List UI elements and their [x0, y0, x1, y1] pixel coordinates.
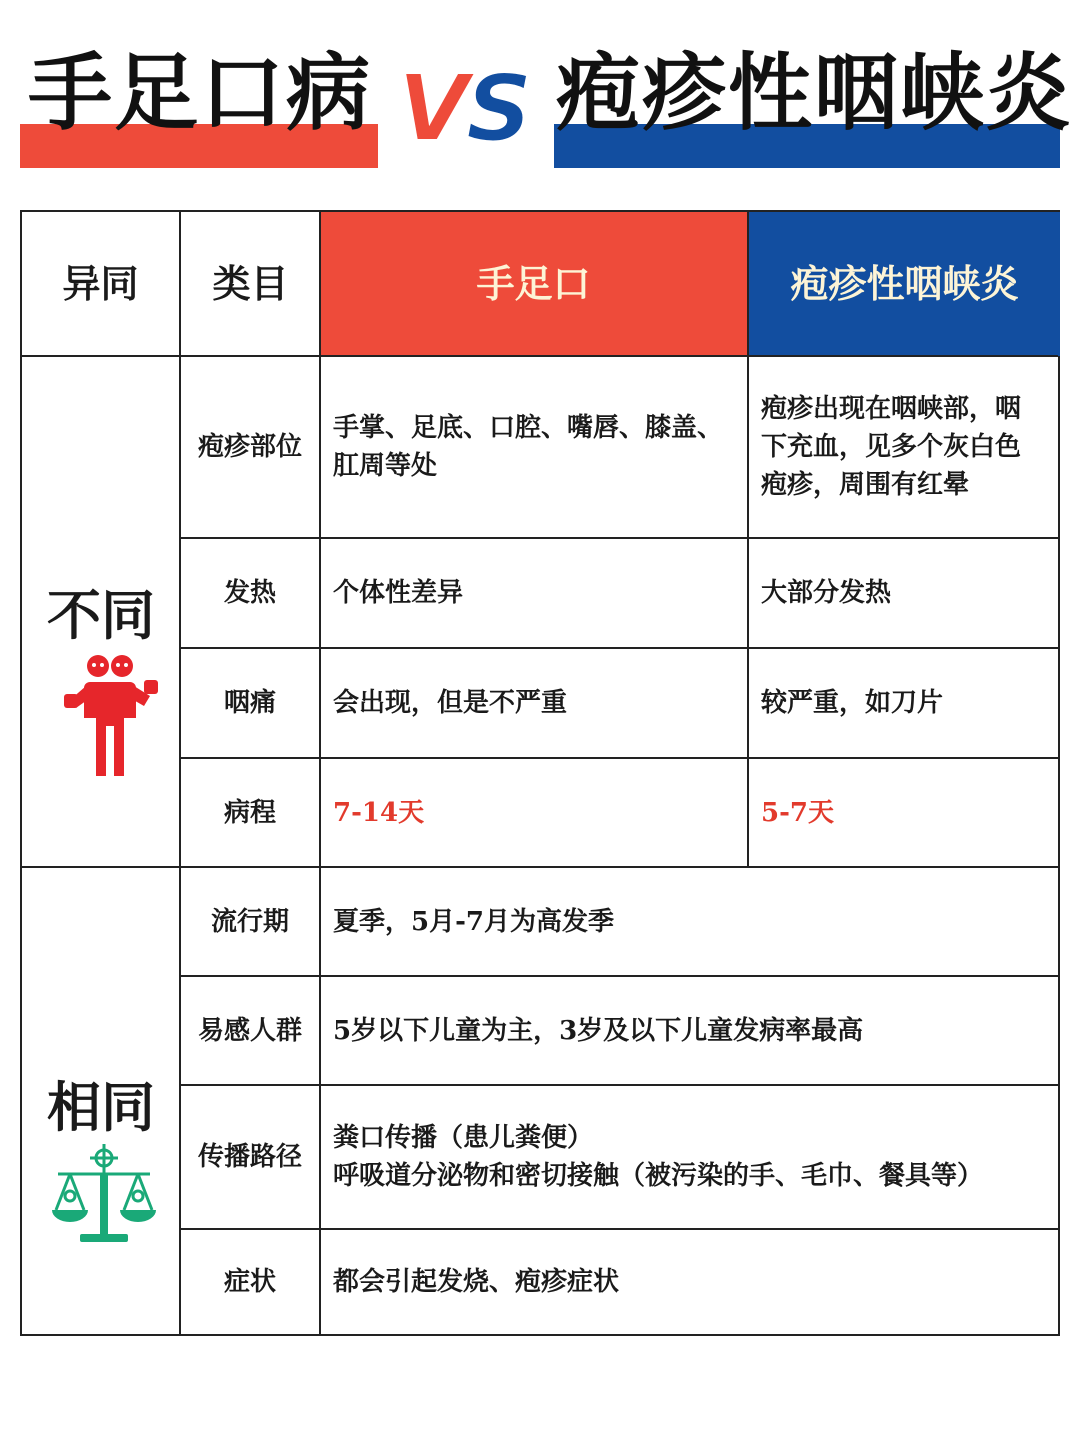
header-herpangina-label: 疱疹性咽峡炎: [790, 261, 1019, 306]
row-sore-throat-herpangina: [749, 649, 1058, 757]
header-herpangina: [749, 212, 1060, 356]
row-fever-category: [181, 539, 319, 647]
cell-text-line2: 呼吸道分泌物和密切接触（被污染的手、毛巾、餐具等）: [333, 1161, 984, 1191]
category-label: 疱疹部位: [197, 432, 302, 462]
header-category: [181, 212, 320, 356]
two-people-icon: [64, 652, 160, 782]
row-epidemic-period-value: [321, 868, 1058, 975]
row-blister-location-category: [181, 357, 319, 537]
vs-s: S: [466, 56, 533, 156]
title-hfmd: 手足口病: [28, 44, 373, 142]
category-label: 流行期: [210, 906, 289, 937]
category-label: 症状: [223, 1267, 276, 1297]
cell-text-line1: 粪口传播（患儿粪便）: [333, 1123, 594, 1153]
header-group-label: 异同: [62, 261, 139, 306]
row-blister-location-herpangina: [749, 357, 1058, 537]
row-transmission-value: [321, 1086, 1058, 1228]
header-hfmd-label: 手足口: [476, 261, 591, 306]
header-category-label: 类目: [212, 261, 289, 306]
row-transmission-category: [181, 1086, 319, 1228]
vs-badge: [396, 56, 546, 156]
header-hfmd: [320, 212, 747, 356]
row-fever-hfmd: [321, 539, 747, 647]
cell-text: 手掌、足底、口腔、嘴唇、膝盖、肛周等处: [333, 413, 724, 481]
cell-text: 夏季，5月-7月为高发季: [333, 906, 614, 937]
group-same-label: 相同: [47, 1075, 155, 1139]
cell-text: 会出现，但是不严重: [333, 688, 568, 718]
header-group: [22, 212, 179, 356]
row-course-herpangina: [749, 759, 1058, 866]
row-course-hfmd: [321, 759, 747, 866]
category-label: 病程: [223, 797, 276, 828]
group-different-label: 不同: [47, 583, 155, 647]
comparison-table: [20, 210, 1060, 1336]
balance-scale-icon: [50, 1140, 158, 1246]
category-label: 咽痛: [223, 688, 276, 718]
cell-text: 大部分发热: [761, 578, 892, 608]
title-herpangina: 疱疹性咽峡炎: [556, 44, 1073, 142]
cell-text: 疱疹出现在咽峡部，咽下充血，见多个灰白色疱疹，周围有红晕: [761, 394, 1022, 500]
vs-v: V: [398, 56, 470, 156]
category-label: 发热: [223, 578, 276, 608]
cell-text: 个体性差异: [333, 578, 464, 608]
row-sore-throat-hfmd: [321, 649, 747, 757]
row-sore-throat-category: [181, 649, 319, 757]
row-symptoms-category: [181, 1230, 319, 1334]
cell-text: 较严重，如刀片: [761, 688, 944, 718]
row-symptoms-value: [321, 1230, 1058, 1334]
cell-text: 5-7天: [761, 797, 834, 828]
row-susceptible-value: [321, 977, 1058, 1084]
cell-text: 7-14天: [333, 797, 425, 828]
category-label: 易感人群: [197, 1015, 302, 1046]
row-blister-location-hfmd: [321, 357, 747, 537]
row-fever-herpangina: [749, 539, 1058, 647]
title-banner: [0, 0, 1080, 200]
cell-text: 都会引起发烧、疱疹症状: [333, 1267, 620, 1297]
row-course-category: [181, 759, 319, 866]
cell-text: 5岁以下儿童为主，3岁及以下儿童发病率最高: [333, 1015, 864, 1046]
row-susceptible-category: [181, 977, 319, 1084]
category-label: 传播路径: [197, 1142, 302, 1172]
row-epidemic-period-category: [181, 868, 319, 975]
